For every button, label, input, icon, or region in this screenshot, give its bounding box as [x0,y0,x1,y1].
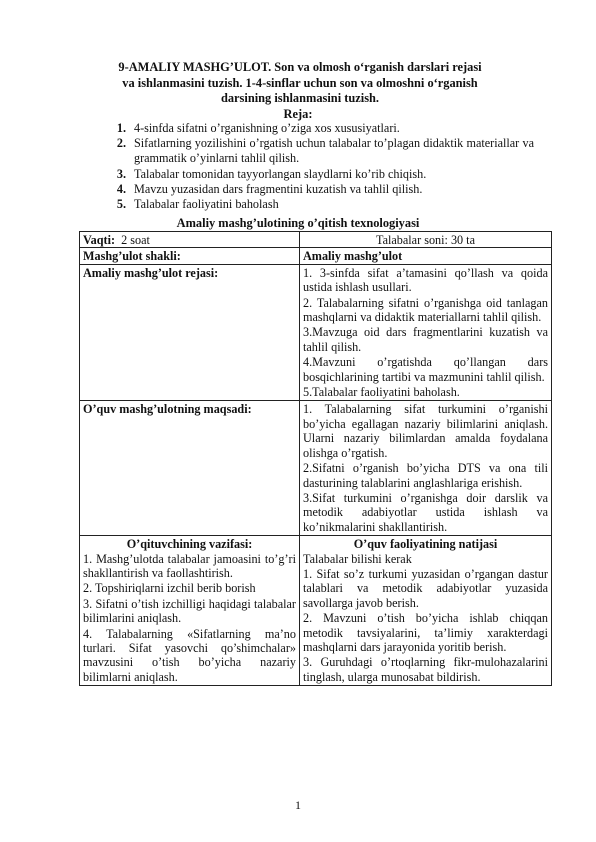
teacher-item: 3. Sifatni o’tish izchilligi haqidagi talabalar bilimlarini aniqlash. [83,596,296,626]
plan-item [100,121,570,136]
goal-item: 2.Sifatni o’rganish bo’yicha DTS va ona tili dasturining talablarini anglashlariga erishish. [303,461,548,490]
form-value: Amaliy mashg’ulot [300,248,552,264]
plan-item [100,167,570,182]
results-cell [300,536,552,686]
plan-cell [300,264,552,401]
plan-item [100,136,570,166]
plan-item-text: Talabalar faoliyatini baholash [134,197,279,212]
plan-label: Amaliy mashg’ulot rejasi: [80,264,300,401]
plan-item-text: Mavzu yuzasidan dars fragmentini kuzatish va tahlil qilish. [134,181,423,196]
time-label: Vaqti: [83,233,116,247]
results-item: 1. Sifat so’z turkumi yuzasidan o’rgangan dastur talablari va metodik adabiyotlar yuzasida savollarga javob berish. [303,566,548,610]
table-row [80,401,552,536]
teacher-item: 4. Talabalarning «Sifatlarning ma’no turlari. Sifat yasovchi qo’shimchalar» mavzusini o’tish bo’yicha nazariy bilimlarni aniqlash. [83,626,296,684]
plan-list [100,121,570,212]
plan-item-text: Sifatlarning yozilishini o’rgatish uchun talabalar to’plagan didaktik materiallar va grammatik o’yinlarni tahlil qilish. [134,136,534,166]
plan-item-number: 3. [116,166,126,181]
plan-item-number: 5. [116,197,126,212]
table-row [80,536,552,686]
results-item: Talabalar bilishi kerak [303,551,412,566]
results-heading: O’quv faoliyatining natijasi [353,537,498,552]
teacher-heading: O’qituvchining vazifasi: [126,537,253,552]
teacher-item: 1. Mashg’ulotda talabalar jamoasini to’g’ri shakllantirish va faollashtirish. [83,551,296,580]
table-title: Amaliy mashg’ulotining o’qitish texnologiyasi [176,216,420,230]
table-row [80,264,552,401]
plan-item [100,197,570,212]
title-line-2: va ishlanmasini tuzish. 1-4-sinflar uchun son va olmoshni o‘rganish [122,75,478,90]
teacher-item: 2. Topshiriqlarni izchil berib borish [83,581,256,596]
students-cell: Talabalar soni: 30 ta [300,232,552,248]
goal-label: O’quv mashg’ulotning maqsadi: [80,401,300,536]
time-cell [80,232,300,248]
plan-cell-item: 5.Talabalar faoliyatini baholash. [303,385,460,400]
plan-item-number: 4. [116,181,126,196]
plan-heading: Reja: [283,107,313,121]
goal-item: 3.Sifat turkumini o’rganishga doir darslik va metodik adabiyotlar ustida ishlash va ko’nikmalarini shakllantirish. [303,490,548,534]
title-line-1: 9-AMALIY MASHG’ULOT. Son va olmosh o‘rganish darslari rejasi [118,60,482,74]
technology-table [79,231,552,686]
page-number: 1 [295,798,301,812]
results-item: 3. Guruhdagi o’rtoqlarning fikr-mulohazalarini tinglash, ularga munosabat bildirish. [303,655,548,684]
plan-item-number: 1. [116,121,126,135]
table-row [80,232,552,248]
plan-cell-item: 2. Talabalarning sifatni o’rganishga oid tanlagan mashqlarni va didaktik materiallarni tahlil qilish. [303,295,548,325]
plan-cell-item: 4.Mavzuni o’rgatishda qo’llangan dars bosqichlarining tartibi va mazmunini tahlil qilish. [303,355,548,384]
plan-item-text: Talabalar tomonidan tayyorlangan slaydlarni ko’rib chiqish. [134,166,427,181]
time-value: 2 soat [121,233,150,247]
plan-cell-item: 1. 3-sinfda sifat a’tamasini qo’llash va qoida ustida ishlash usullari. [303,265,548,295]
goal-cell [300,401,552,536]
form-label: Mashg’ulot shakli: [80,248,300,264]
plan-item-text: 4-sinfda sifatni o’rganishning o’ziga xos xususiyatlari. [134,121,400,135]
document-title [80,60,520,107]
results-item: 2. Mavzuni o’tish bo’yicha ishlab chiqqan metodik tavsiyalarini, ta’limiy xarakterdagi mashqlarni dars jarayonida yoritib berish. [303,611,548,654]
plan-item-number: 2. [116,136,126,151]
goal-item: 1. Talabalarning sifat turkumini o’rganishi bo’yicha egallagan nazariy bilimlarini aniqlash. Ularni nazariy bilimlardan amalda foydalana olishga o’rgatish. [303,402,548,460]
teacher-cell [80,536,300,686]
plan-cell-item: 3.Mavzuga oid dars fragmentlarini kuzatish va tahlil qilish. [303,325,548,354]
plan-item [100,182,570,197]
title-line-3: darsining ishlanmasini tuzish. [220,91,380,105]
table-row [80,248,552,264]
